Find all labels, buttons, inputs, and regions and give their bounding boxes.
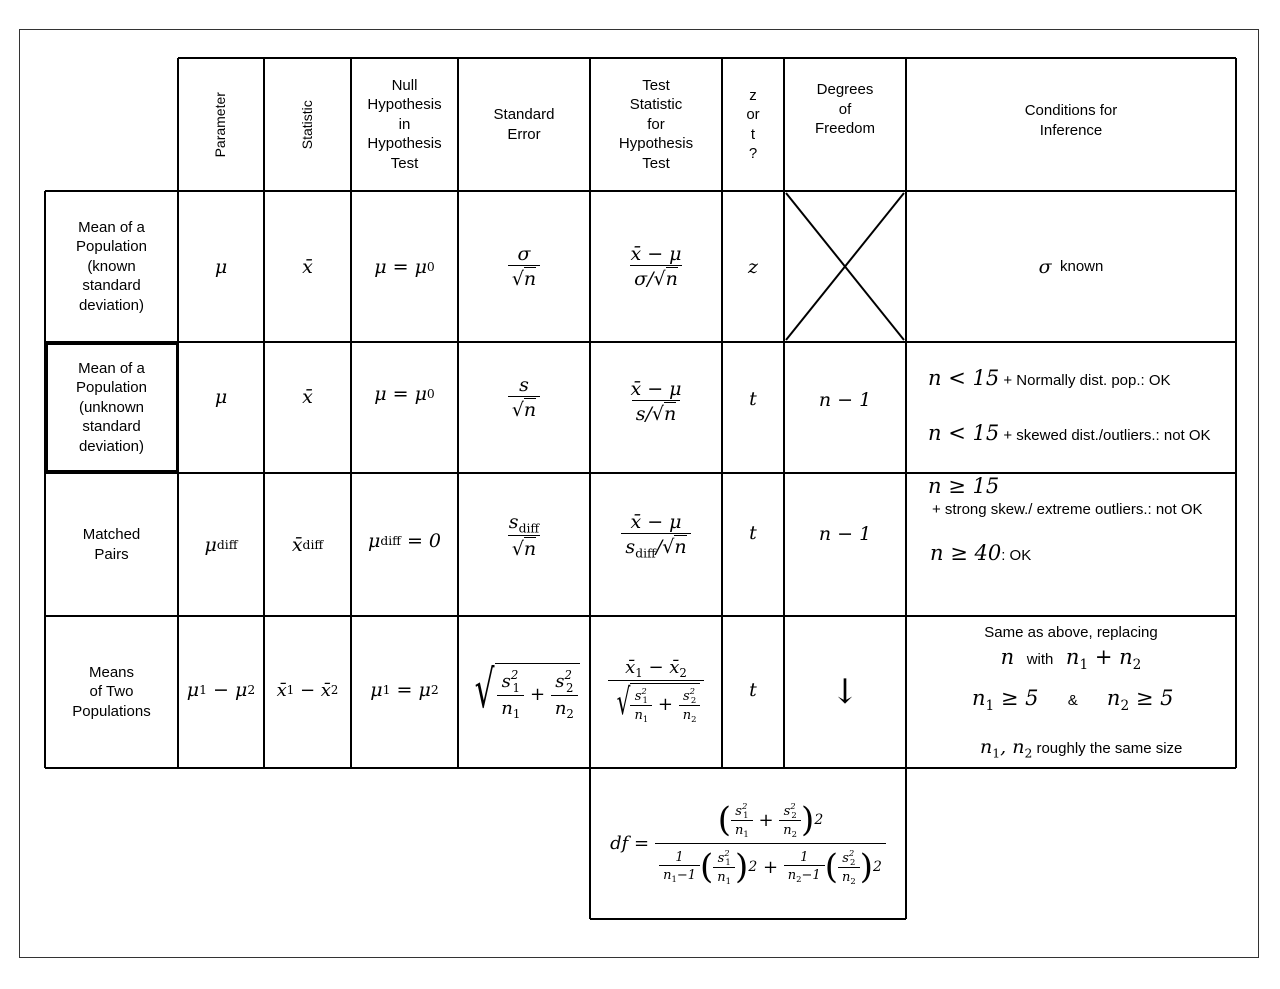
row-label-line: (unknown xyxy=(78,398,145,416)
header-line: ? xyxy=(748,145,758,162)
condition-math: n < 15 xyxy=(928,421,1000,445)
se-denominator: n xyxy=(523,538,537,561)
row-label-line: Mean of a xyxy=(78,359,145,377)
same-size-condition: $n_1$, $n_2$ roughly the same size xyxy=(980,736,1183,761)
se-numerator: s xyxy=(519,373,529,396)
r2-parameter: μ xyxy=(214,386,228,408)
mu-symbol: μ xyxy=(367,529,381,552)
header-line: for xyxy=(647,115,665,133)
header-line: z xyxy=(749,86,757,104)
header-line: t xyxy=(750,125,756,143)
header-line: Degrees xyxy=(816,81,874,98)
row-label-line: deviation) xyxy=(78,437,145,455)
header-line: Error xyxy=(507,125,541,143)
row-label-line: deviation) xyxy=(78,296,145,314)
ts-denominator-b: n xyxy=(665,268,678,290)
header-statistic-label: Statistic xyxy=(298,99,315,150)
r3-df: n − 1 xyxy=(818,523,872,545)
sample-size-condition: $n_1 \ge 5$ & $n_2 \ge 5$ xyxy=(972,686,1174,714)
header-line: Hypothesis xyxy=(367,96,442,114)
row-label-known-sd xyxy=(45,191,178,342)
header-line: in xyxy=(398,115,411,133)
condition-line xyxy=(930,541,1031,565)
row-label-line: Pairs xyxy=(94,545,129,563)
header-conditions xyxy=(906,58,1236,191)
ampersand: & xyxy=(1067,692,1078,709)
header-test-statistic xyxy=(590,58,722,191)
r4-df-arrow-icon: ↓ xyxy=(830,672,860,712)
r2-test-statistic: $\frac{x̄ - \mu}{s/√n}$ xyxy=(590,342,722,460)
row-label-matched-pairs xyxy=(45,473,178,616)
r2-standard-error: $\frac{s}{√n}$ xyxy=(458,342,590,452)
r3-z-or-t: t xyxy=(749,522,757,544)
row-label-line: Population xyxy=(76,379,147,397)
row-label-line: Means xyxy=(88,663,135,681)
header-statistic xyxy=(264,58,351,191)
header-line: Freedom xyxy=(814,120,876,137)
condition-text: + strong skew./ extreme outliers.: not OK xyxy=(932,501,1203,518)
diff-subscript: diff xyxy=(518,521,540,536)
condition-text: + Normally dist. pop.: OK xyxy=(1003,372,1171,389)
row-label-line: Populations xyxy=(72,702,151,720)
diff-subscript: diff xyxy=(380,533,401,548)
slash: / xyxy=(655,535,663,558)
row-label-two-populations xyxy=(45,616,178,768)
replacing-text: Same as above, replacing xyxy=(984,624,1158,641)
header-line: Null xyxy=(391,76,418,94)
row-label-line: standard xyxy=(82,418,141,436)
r4-standard-error: √ $\frac{s^2_1}{n_1}$ + $\frac{s^2_2}{n_2}$ xyxy=(458,616,590,764)
condition-line xyxy=(928,366,1171,390)
r3-null-hypothesis xyxy=(351,473,458,608)
condition-math: n ≥ 40 xyxy=(930,541,1002,565)
row-label-line: Population xyxy=(76,238,147,256)
row-label-line: (known xyxy=(87,257,136,275)
header-line: Test xyxy=(390,154,419,172)
ts-denominator-b: n xyxy=(664,402,677,425)
with-word: with xyxy=(1026,651,1054,668)
diff-subscript: diff xyxy=(302,537,324,552)
r1-null-hypothesis: μ = μ 0 xyxy=(374,255,435,278)
row-label-line: Mean of a xyxy=(78,218,145,236)
r2-null-hypothesis: μ = μ 0 xyxy=(374,383,435,405)
r2-df: n − 1 xyxy=(818,389,872,411)
se-denominator: n xyxy=(523,268,537,290)
condition-text: : OK xyxy=(1001,547,1032,564)
r1-statistic: x̄ xyxy=(302,255,313,278)
condition-text: + skewed dist./outliers.: not OK xyxy=(1003,427,1211,444)
se-denominator: n xyxy=(523,398,537,421)
header-line: Conditions for xyxy=(1024,102,1118,119)
r2-statistic: x̄ xyxy=(302,386,313,408)
ts-numerator: x̄ − μ xyxy=(630,377,682,400)
header-degrees-of-freedom xyxy=(784,58,906,191)
header-line: Test xyxy=(642,154,670,172)
sigma-symbol: σ xyxy=(1038,255,1052,278)
row-label-line: Matched xyxy=(82,526,141,543)
s-symbol: s xyxy=(508,510,519,533)
row-label-line: standard xyxy=(82,277,141,295)
mu-symbol: μ xyxy=(204,533,217,556)
r3-parameter xyxy=(178,473,264,616)
row-label-unknown-sd xyxy=(45,342,178,473)
ts-denominator-a: s/ xyxy=(635,402,652,425)
ts-denominator-b: n xyxy=(674,535,687,558)
ts-numerator: x̄ − μ xyxy=(630,243,682,265)
header-parameter-label: Parameter xyxy=(212,91,229,158)
r1-z-or-t: z xyxy=(747,255,758,278)
roughly-text: roughly the same size xyxy=(1036,740,1183,757)
diff-subscript: diff xyxy=(216,537,238,552)
row-label-line: of Two xyxy=(89,683,134,701)
r1-test-statistic: $\frac{x̄ - \mu}{\sigma/√n}$ xyxy=(590,191,722,342)
r4-test-statistic: $x̄_1$ − $x̄_2$ √ $\frac{s^2_1}{n_1}$ + $\frac{s^2_2}{n_2}$ xyxy=(590,616,722,764)
r2-z-or-t: t xyxy=(749,388,757,410)
condition-math: n ≥ 15 xyxy=(928,474,1000,498)
r4-null-hypothesis: μ 1 = μ 2 xyxy=(370,679,439,701)
header-standard-error xyxy=(458,58,590,191)
header-z-or-t xyxy=(722,58,784,191)
header-parameter xyxy=(178,58,264,191)
se-numerator: σ xyxy=(517,243,531,265)
header-line: Test xyxy=(642,76,670,94)
r3-statistic xyxy=(264,473,351,616)
header-line: Standard xyxy=(493,106,555,123)
s-symbol: s xyxy=(625,535,636,558)
diff-subscript: diff xyxy=(635,546,656,561)
ts-numerator: x̄ − μ xyxy=(630,510,682,533)
condition-line xyxy=(928,421,1211,445)
header-line: Inference xyxy=(1039,121,1103,139)
r4-parameter: μ 1 − μ 2 xyxy=(186,679,256,701)
header-line: Hypothesis xyxy=(367,135,442,153)
header-line: of xyxy=(838,100,852,118)
r4-statistic: x̄ 1 − x̄ 2 xyxy=(276,679,339,701)
equals-zero: = 0 xyxy=(400,529,442,552)
xbar-symbol: x̄ xyxy=(291,533,303,556)
condition-line xyxy=(928,474,999,498)
header-line: Statistic xyxy=(629,96,683,114)
df-formula: df = ( $\frac{s^2_1}{n_1}$ + $\frac{s^2_2}{n_2}$ ) 2 $\frac{1}{n_1-1}$ ( $\frac{s^2_1}{n_1}$ ) 2 + $\frac{1}{n_2-1}$ ( $\frac{s^2_2}{n_2}$ ) 2 xyxy=(590,768,906,919)
ts-denominator-a: σ/ xyxy=(634,268,654,290)
r1-conditions xyxy=(906,191,1236,342)
header-line: Hypothesis xyxy=(618,135,694,153)
df-label: df = xyxy=(610,833,650,854)
header-null-hypothesis xyxy=(351,58,458,191)
r4-z-or-t: t xyxy=(749,679,757,701)
header-line: or xyxy=(746,106,760,123)
known-text: known xyxy=(1059,258,1104,275)
condition-math: n < 15 xyxy=(928,366,1000,390)
r3-standard-error: $\frac{s_{diff}}{√n}$ xyxy=(508,510,540,561)
r1-parameter: μ xyxy=(214,255,228,278)
r1-standard-error: $\frac{\sigma}{√n}$ xyxy=(458,191,590,342)
r3-test-statistic: $\frac{x̄ - \mu}{s_{diff}/√n}$ xyxy=(590,473,722,598)
replacing-formula: n with $n_1 + n_2$ xyxy=(1000,645,1142,673)
